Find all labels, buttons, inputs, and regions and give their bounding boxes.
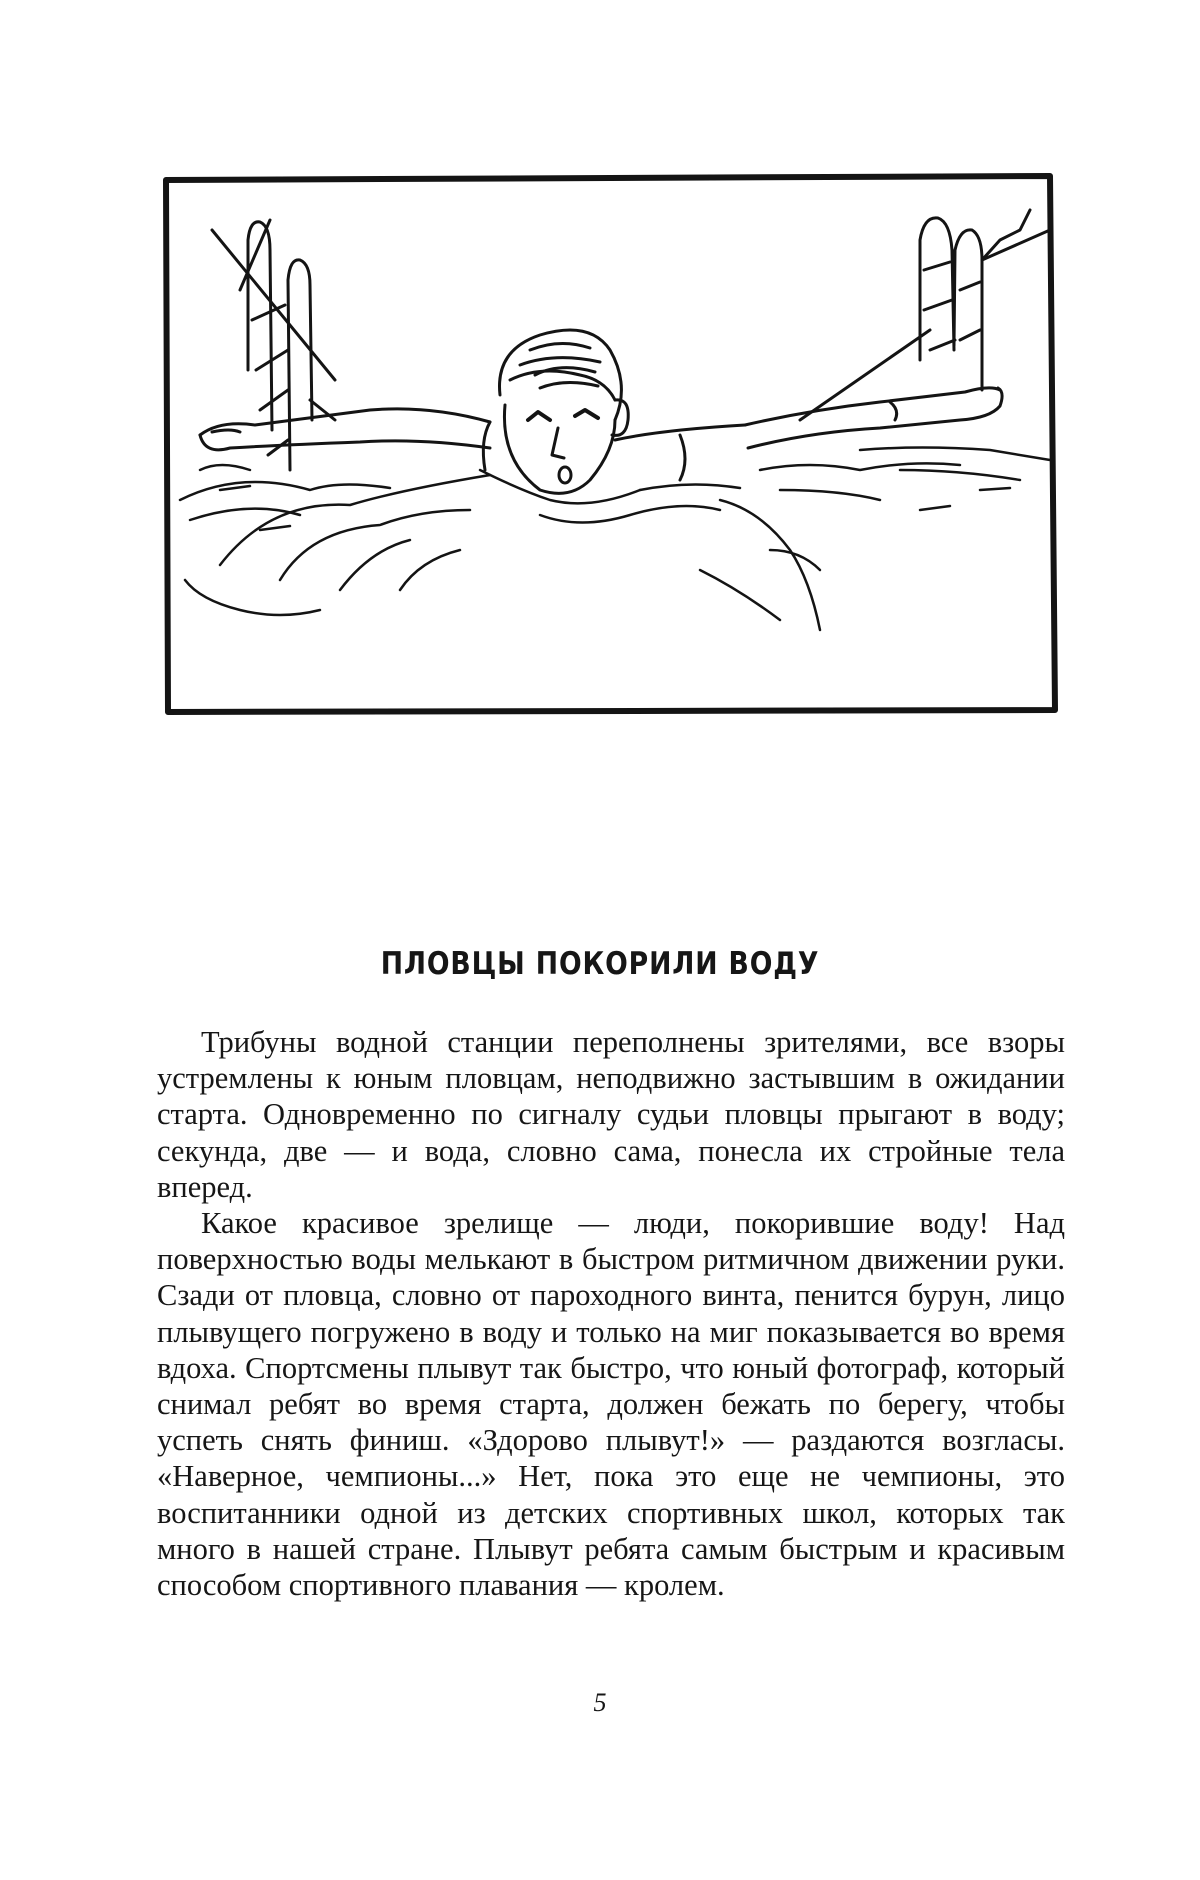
chapter-title: ПЛОВЦЫ ПОКОРИЛИ ВОДУ [380,946,820,982]
water-waves [180,448,1050,631]
paragraph-2: Какое красивое зрелище — люди, покорившие воду! Над поверхностью воды мелькают в быстром ритмичном движении руки. Сзади от пловца, словно от пароходного винта, пенится бурун, лицо плывущего погружено в воду и только на миг показывается во время вдоха. Спортсмены плывут так быстро, что юный фотограф, который снимал ребят во время старта, должен бежать по берегу, чтобы успеть снять финиш. «Здорово плывут!» — раздаются возгласы. «Наверное, чемпионы...» Нет, пока это еще не чемпионы, это воспитанники одной из детских спортивных школ, которых так много в нашей стране. Плывут ребята самым быстрым и красивым способом спортивного плавания — кролем. [157,1206,1065,1603]
swimmer-head [500,330,629,493]
right-ladder [800,210,1050,420]
paragraph-1: Трибуны водной станции переполнены зрителями, все взоры устремлены к юным пловцам, неподвижно застывшим в ожидании старта. Одновременно по сигналу судьи пловцы прыгают в воду; секунда, две — и вода, словно сама, понесла их стройные тела вперед. [157,1025,1065,1204]
swimmer-arms [200,388,1002,450]
body-text [157,1024,1065,1603]
page-number: 5 [593,1688,607,1717]
swimmer-illustration [160,170,1065,715]
left-ladder [212,220,335,470]
